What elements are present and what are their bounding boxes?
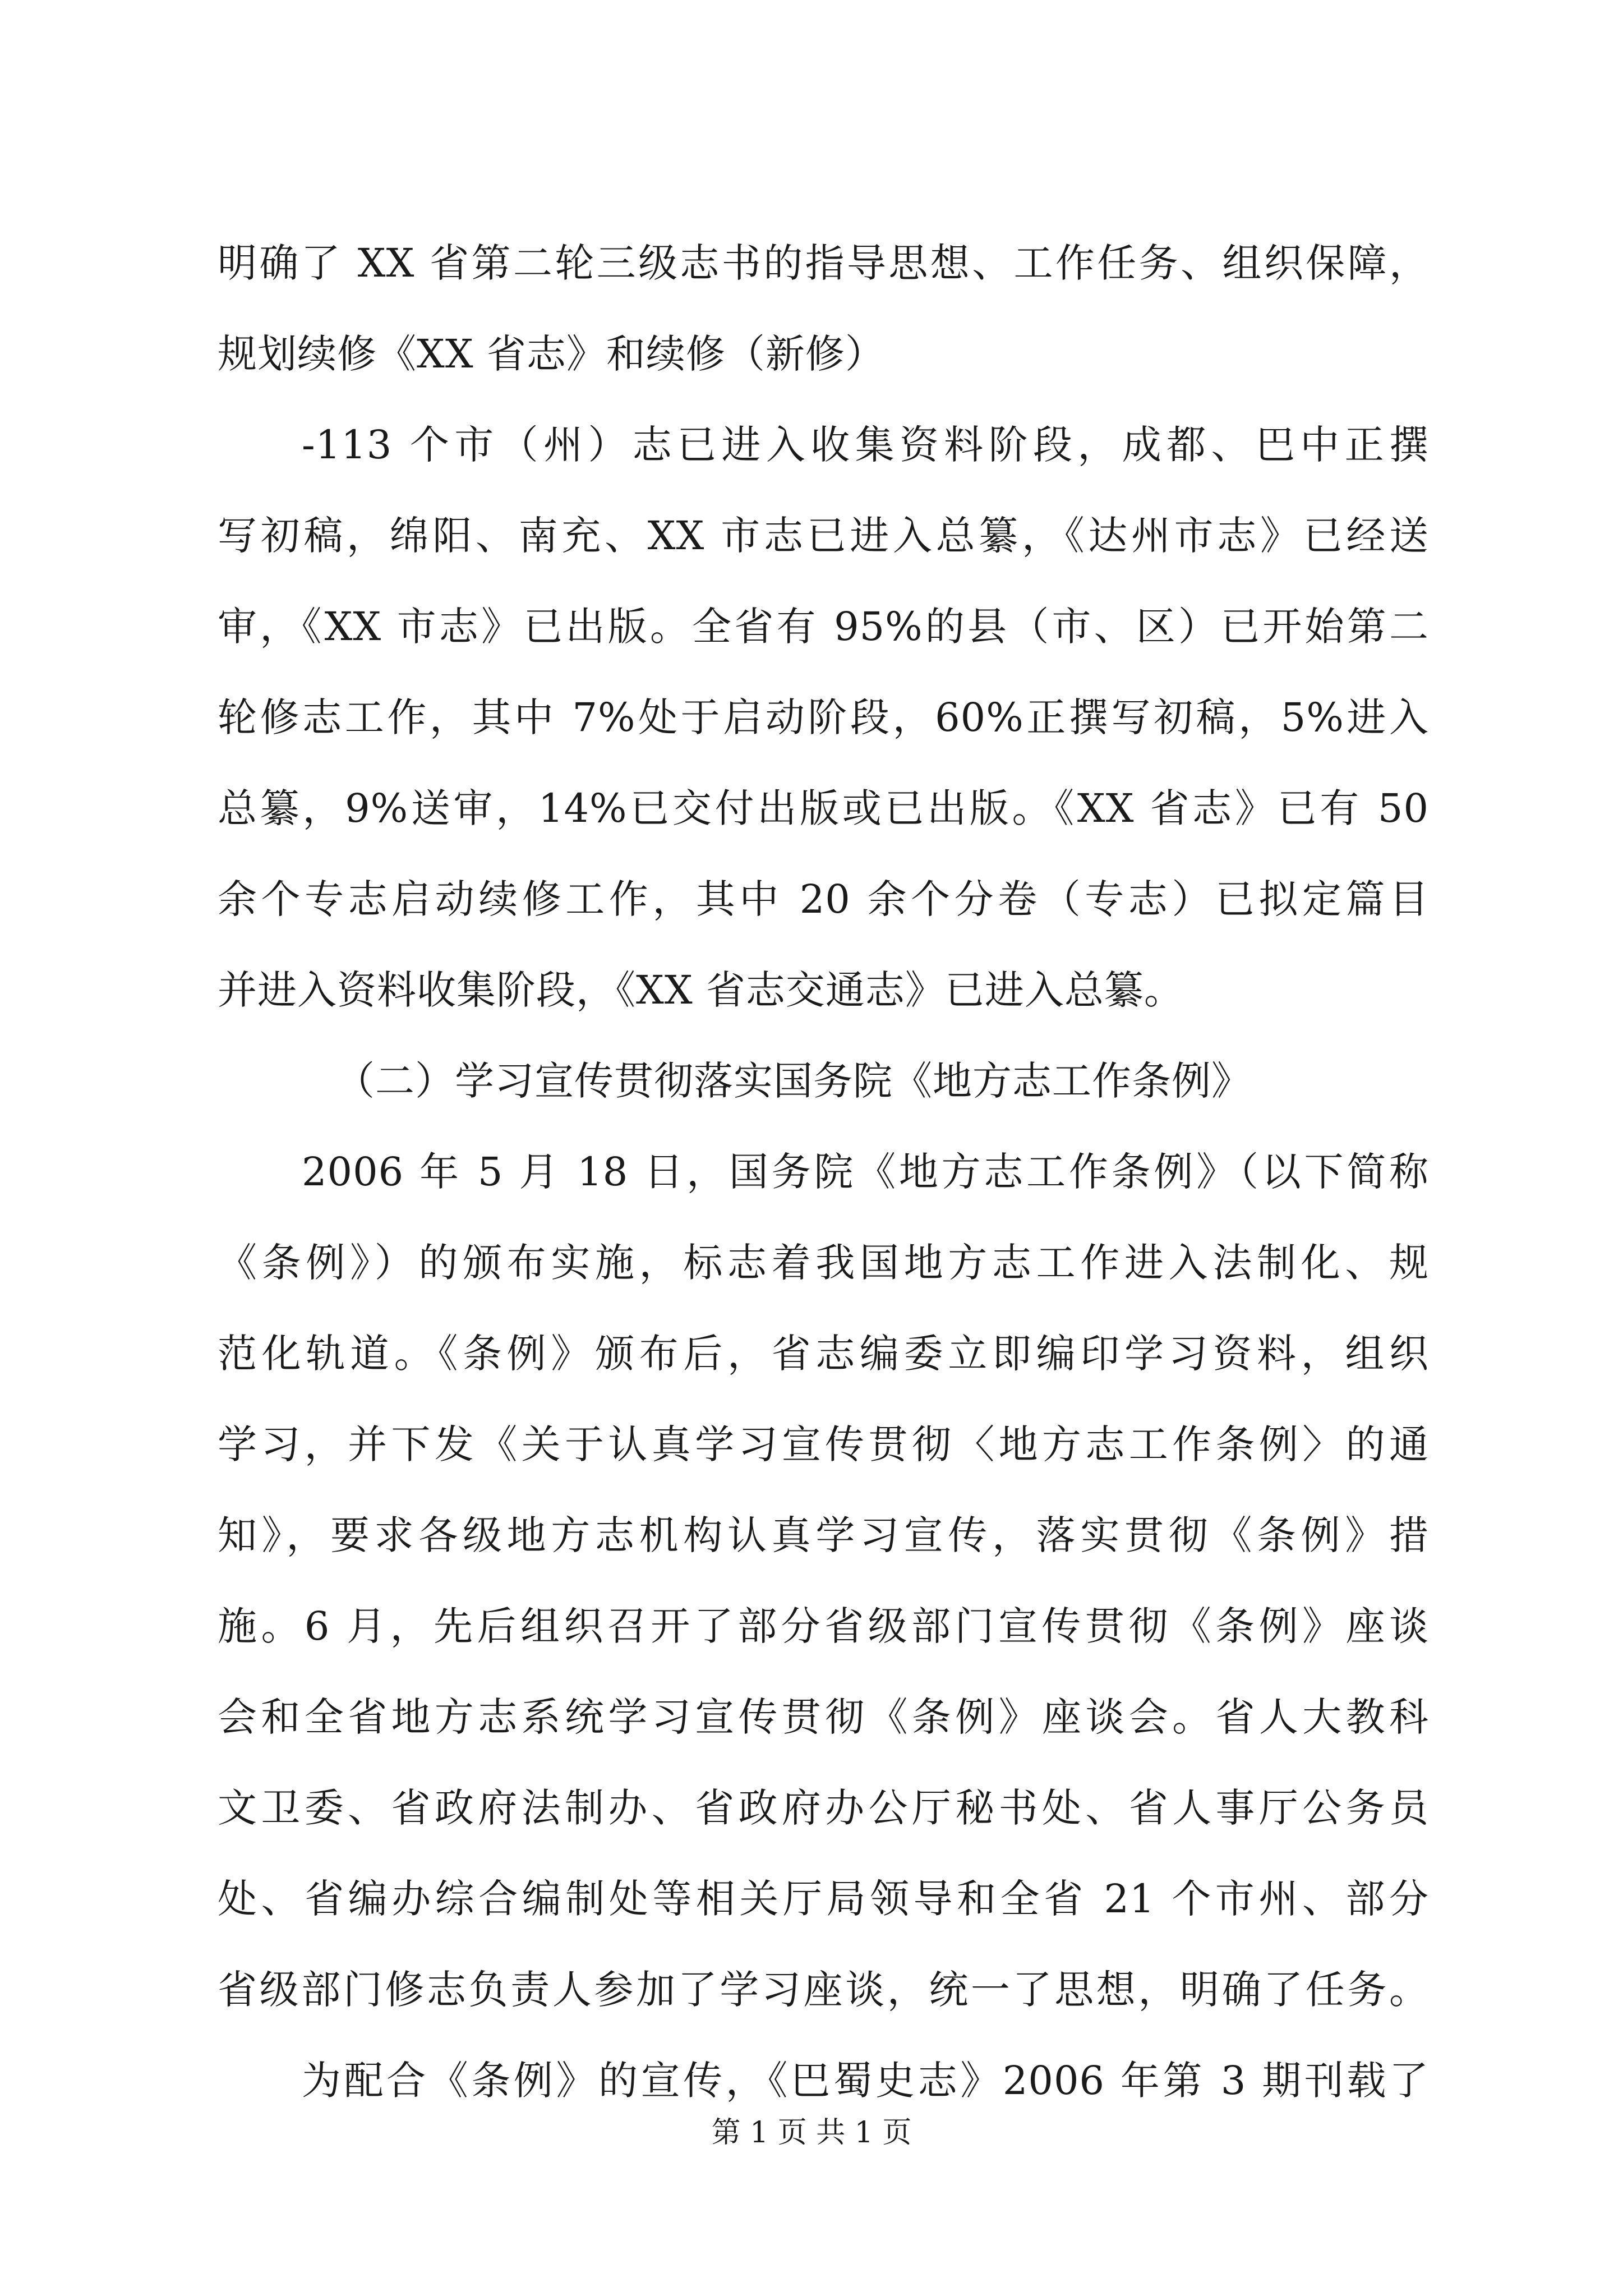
text-line: 余个专志启动续修工作，其中 20 余个分卷（专志）已拟定篇目: [218, 876, 1429, 922]
text-line: 文卫委、省政府法制办、省政府办公厅秘书处、省人事厅公务员: [218, 1785, 1429, 1831]
text-line: 并进入资料收集阶段，《XX 省志交通志》已进入总纂。: [218, 967, 1184, 1013]
text-line: 总纂，9%送审，14%已交付出版或已出版。《XX 省志》已有 50: [218, 785, 1429, 831]
text-line: 写初稿，绵阳、南充、XX 市志已进入总纂，《达州市志》已经送: [218, 513, 1429, 559]
text-line: 学习，并下发《关于认真学习宣传贯彻〈地方志工作条例〉的通: [218, 1421, 1429, 1467]
document-body: [218, 218, 1429, 2126]
paragraph-first-line: 为配合《条例》的宣传，《巴蜀史志》2006 年第 3 期刊载了: [302, 2058, 1429, 2104]
text-line: 施。6 月，先后组织召开了部分省级部门宣传贯彻《条例》座谈: [218, 1603, 1429, 1649]
text-line: 知》，要求各级地方志机构认真学习宣传，落实贯彻《条例》措: [218, 1512, 1429, 1558]
text-line: 明确了 XX 省第二轮三级志书的指导思想、工作任务、组织保障，: [218, 240, 1429, 286]
text-line: 范化轨道。《条例》颁布后，省志编委立即编印学习资料，组织: [218, 1331, 1429, 1377]
text-line: 《条例》）的颁布实施，标志着我国地方志工作进入法制化、规: [218, 1240, 1429, 1286]
section-heading: （二）学习宣传贯彻落实国务院《地方志工作条例》: [335, 1058, 1251, 1104]
text-line: 审，《XX 市志》已出版。全省有 95%的县（市、区）已开始第二: [218, 604, 1429, 650]
paragraph-first-line: 2006 年 5 月 18 日，国务院《地方志工作条例》（以下简称: [302, 1149, 1429, 1195]
paragraph-first-line: -113 个市（州）志已进入收集资料阶段，成都、巴中正撰: [302, 422, 1429, 468]
text-line: 轮修志工作，其中 7%处于启动阶段，60%正撰写初稿，5%进入: [218, 694, 1429, 740]
text-line: 规划续修《XX 省志》和续修（新修）: [218, 331, 885, 377]
text-line: 会和全省地方志系统学习宣传贯彻《条例》座谈会。省人大教科: [218, 1694, 1429, 1740]
text-line: 处、省编办综合编制处等相关厅局领导和全省 21 个市州、部分: [218, 1876, 1429, 1922]
page-footer: 第 1 页 共 1 页: [711, 2116, 912, 2150]
text-line: 省级部门修志负责人参加了学习座谈，统一了思想，明确了任务。: [218, 1967, 1429, 2013]
